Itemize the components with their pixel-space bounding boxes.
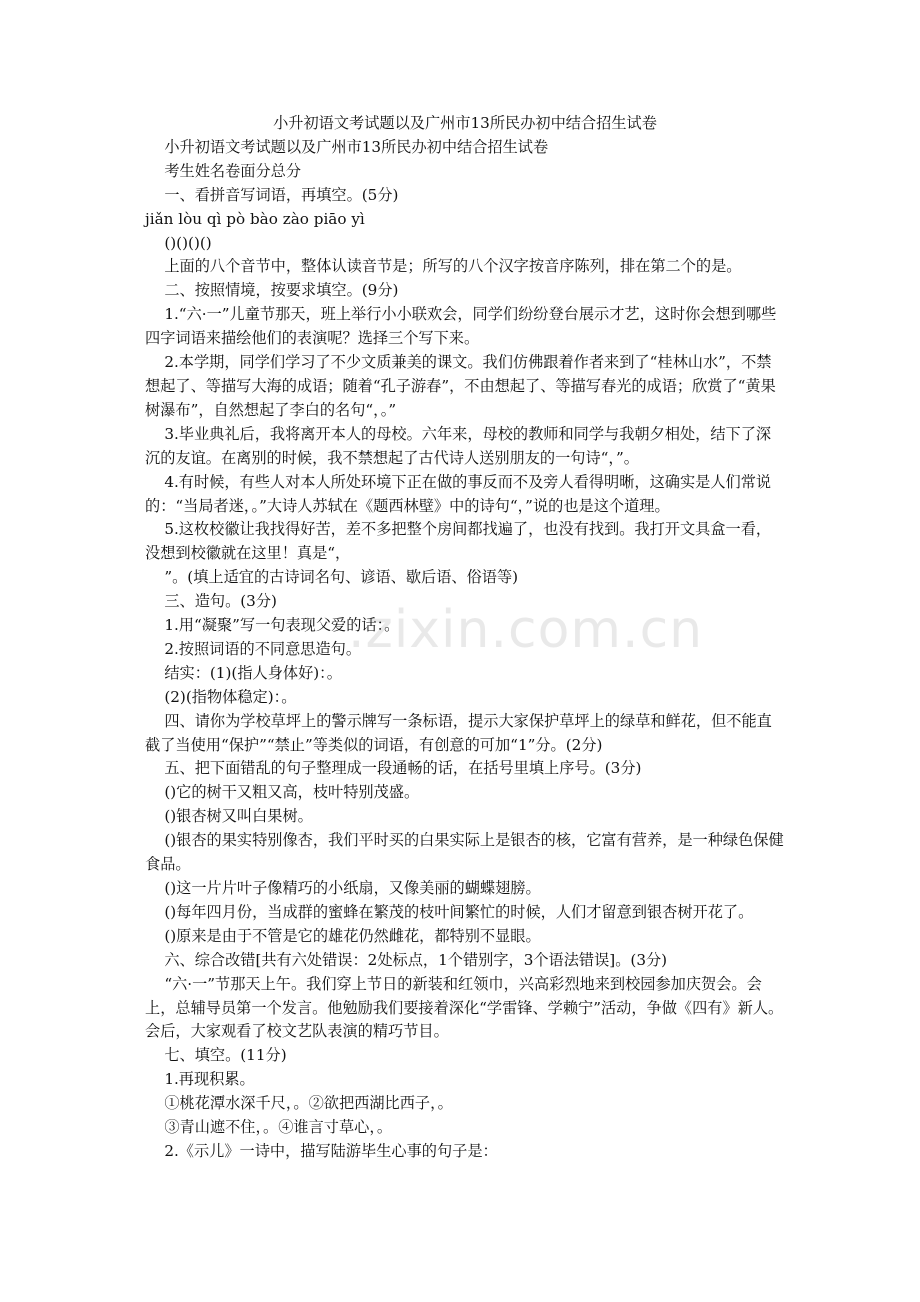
list-item: ()原来是由于不管是它的雄花仍然雌花，都特别不显眼。 [164, 926, 541, 945]
section-heading: 七、填空。(11分) [164, 1046, 287, 1065]
document-title: 小升初语文考试题以及广州市13所民办初中结合招生试卷 [273, 114, 657, 132]
paragraph: 考生姓名卷面分总分 [164, 161, 301, 180]
list-item: ()这一片片叶子像精巧的小纸扇，又像美丽的蝴蝶翅膀。 [164, 879, 541, 897]
paragraph: ③青山遮不住，。④谁言寸草心，。 [164, 1118, 393, 1137]
section-heading: 二、按照情境，按要求填空。(9分) [164, 281, 399, 300]
list-item: ()银杏树又叫白果树。 [164, 807, 313, 826]
paragraph: 2.《示儿》一诗中，描写陆游毕生心事的句子是： [164, 1141, 498, 1160]
paragraph: 1.再现积累。 [164, 1070, 255, 1089]
answer-blanks: ()()()() [164, 233, 212, 252]
document-body [145, 112, 785, 1164]
section-heading: 五、把下面错乱的句子整理成一段通畅的话，在括号里填上序号。(3分) [164, 759, 642, 778]
paragraph: 2.本学期，同学们学习了不少文质兼美的课文。我们仿佛跟着作者来到了“桂林山水”，不禁想起了、等描写大海的成语；随着“孔子游春”，不由想起了、等描写春光的成语；欣赏了“黄果树瀑布”，自然想起了李白的名句“，。” [145, 353, 776, 419]
section-heading: 四、请你为学校草坪上的警示牌写一条标语，提示大家保护草坪上的绿草和鲜花，但不能直截了当使用“保护”“禁止”等类似的词语，有创意的可加“1”分。(2分) [145, 711, 772, 754]
paragraph: ”。(填上适宜的古诗词名句、谚语、歇后语、俗语等) [164, 568, 519, 587]
paragraph: 3.毕业典礼后，我将离开本人的母校。六年来，母校的教师和同学与我朝夕相处，结下了深沉的友谊。在离别的时候，我不禁想起了古代诗人送别朋友的一句诗“，”。 [145, 424, 772, 467]
list-item: ()每年四月份，当成群的蜜蜂在繁茂的枝叶间繁忙的时候，人们才留意到银杏树开花了。 [164, 902, 754, 921]
watermark: .zixin.com.cn [348, 600, 704, 660]
paragraph: 4.有时候，有些人对本人所处环境下正在做的事反而不及旁人看得明晰，这确实是人们常说的：“当局者迷，。”大诗人苏轼在《题西林壁》中的诗句“，”说的也是这个道理。 [145, 472, 772, 515]
paragraph: (2)(指物体稳定)：。 [164, 687, 297, 706]
paragraph: 上面的八个音节中，整体认读音节是；所写的八个汉字按音序陈列，排在第二个的是。 [164, 257, 742, 276]
paragraph: 5.这枚校徽让我找得好苦，差不多把整个房间都找遍了，也没有找到。我打开文具盒一看，没想到校徽就在这里！真是“， [145, 520, 772, 563]
paragraph: 1.“六·一”儿童节那天，班上举行小小联欢会，同学们纷纷登台展示才艺，这时你会想到哪些四字词语来描绘他们的表演呢？选择三个写下来。 [145, 305, 777, 348]
list-item: ()它的树干又粗又高，枝叶特别茂盛。 [164, 783, 420, 802]
section-heading: 一、看拼音写词语，再填空。(5分) [164, 185, 399, 204]
paragraph: “六·一”节那天上午。我们穿上节日的新装和红领巾，兴高彩烈地来到校园参加庆贺会。会上，总辅导员第一个发言。他勉励我们要接着深化“学雷锋、学赖宁”活动，争做《四有》新人。会后，大家观看了校文艺队表演的精巧节目。 [145, 974, 784, 1041]
section-heading: 三、造句。(3分) [164, 592, 277, 611]
list-item: ()银杏的果实特别像杏，我们平时买的白果实际上是银杏的核，它富有营养，是一种绿色保健食品。 [145, 831, 784, 874]
paragraph: 小升初语文考试题以及广州市13所民办初中结合招生试卷 [164, 137, 549, 156]
paragraph: 结实：(1)(指人身体好)：。 [164, 663, 342, 682]
paragraph: 2.按照词语的不同意思造句。 [164, 639, 362, 658]
section-heading: 六、综合改错[共有六处错误：2处标点，1个错别字，3个语法错误]。(3分) [164, 950, 668, 969]
pinyin-line: jiǎn lòu qì pò bào zào piāo yì [145, 209, 365, 228]
paragraph: 1.用“凝聚”写一句表现父爱的话：。 [164, 616, 400, 635]
paragraph: ①桃花潭水深千尺，。②欲把西湖比西子，。 [164, 1094, 453, 1113]
